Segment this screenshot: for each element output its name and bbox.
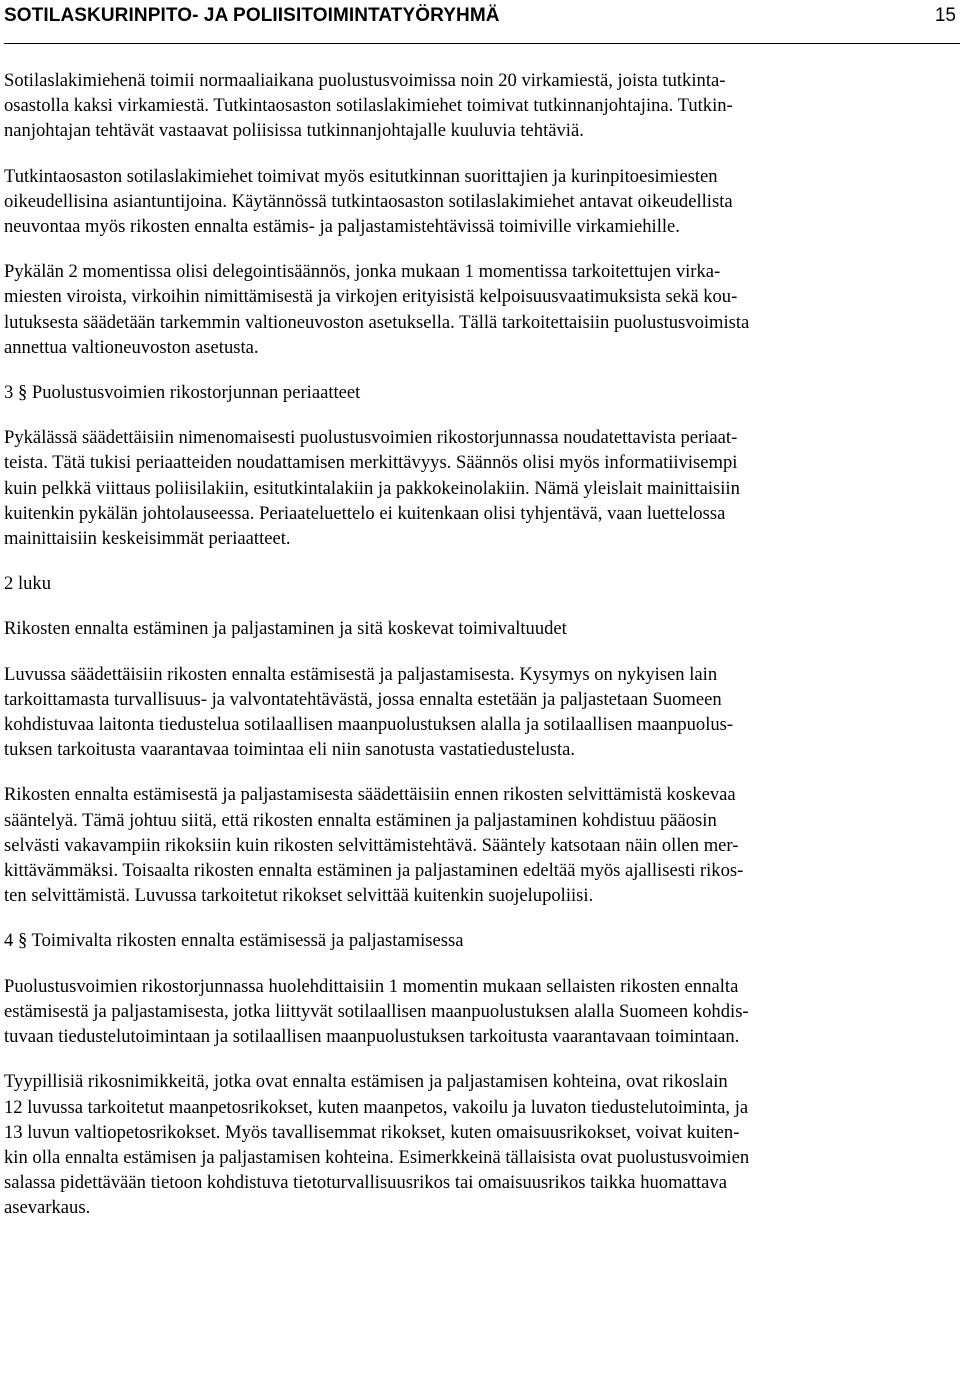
- text-line: Pykälän 2 momentissa olisi delegointisäännös, jonka mukaan 1 momentissa tarkoitettujen virka-: [4, 261, 721, 283]
- paragraph-rikosnimikkeet: [4, 1069, 956, 1220]
- paragraph-asiantuntijat: [4, 164, 956, 240]
- chapter-heading: [4, 571, 956, 596]
- text-line: Puolustusvoimien rikostorjunnassa huolehdittaisiin 1 momentin mukaan sellaisten rikosten ennalta: [4, 975, 739, 997]
- paragraph-gap: [4, 239, 956, 259]
- document-body: [4, 68, 956, 1221]
- text-line: nanjohtajan tehtävät vastaavat poliisissa tutkinnanjohtajalle kuuluvia tehtäviä.: [4, 120, 584, 142]
- text-line: kohdistuvaa laitonta tiedustelua sotilaallisen maanpuolustuksen alalla ja sotilaallisen maanpuolus-: [4, 714, 734, 736]
- paragraph-jarjestys: [4, 782, 956, 908]
- text-line: Sotilaslakimiehenä toimii normaaliaikana puolustusvoimissa noin 20 virkamiestä, joista tutkinta-: [4, 70, 726, 91]
- text-line: oikeudellisina asiantuntijoina. Käytännössä tutkintaosaston sotilaslakimiehet antavat oikeudellista: [4, 190, 733, 212]
- text-line: 13 luvun valtiopetosrikokset. Myös tavallisemmat rikokset, kuten omaisuusrikokset, voivat kuiten-: [4, 1121, 740, 1143]
- text-line: estämisestä ja paljastamisesta, jotka liittyvät sotilaallisen maanpuolustuksen alalla Suomeen kohdis-: [4, 1000, 749, 1022]
- paragraph-delegointi: [4, 259, 956, 360]
- running-header-title: SOTILASKURINPITO- JA POLIISITOIMINTATYÖRYHMÄ: [4, 5, 500, 26]
- text-line: annettua valtioneuvoston asetusta.: [4, 336, 259, 358]
- text-line: Rikosten ennalta estämisestä ja paljastamisesta säädettäisiin ennen rikosten selvittämistä koskevaa: [4, 784, 736, 806]
- text-line: salassa pidettävään tietoon kohdistuva tietoturvallisuusrikos tai omaisuusrikos taikka huomattava: [4, 1172, 727, 1194]
- paragraph-gap: [4, 762, 956, 782]
- text-line: 12 luvussa tarkoitetut maanpetosrikokset, kuten maanpetos, vakoilu ja luvaton tiedustelutoiminta, ja: [4, 1096, 749, 1118]
- section-heading-4: [4, 928, 956, 953]
- text-line: tuksen tarkoitusta vaarantavaa toimintaa eli niin sanotusta vastatiedustelusta.: [4, 739, 576, 761]
- page-number: 15: [934, 5, 956, 26]
- text-line: miesten viroista, virkoihin nimittämisestä ja virkojen erityisistä kelpoisuusvaatimuksista sekä kou-: [4, 286, 738, 308]
- paragraph-gap: [4, 405, 956, 425]
- text-line: lutuksesta säädetään tarkemmin valtioneuvoston asetuksella. Tällä tarkoitettaisiin puolustusvoimista: [4, 311, 750, 333]
- text-line: kuin pelkkä viittaus poliisilakiin, esitutkintalakiin ja pakkokeinolakiin. Nämä yleislait mainittaisiin: [4, 477, 740, 499]
- text-line: kin olla ennalta estämisen ja paljastamisen kohteina. Esimerkkeinä tällaisista ovat puolustusvoimien: [4, 1146, 750, 1168]
- text-line: kuitenkin pykälän johtolauseessa. Periaateluettelo ei kuitenkaan olisi tyhjentävä, vaan luettelossa: [4, 502, 726, 524]
- text-line: Luvussa säädettäisiin rikosten ennalta estämisestä ja paljastamisesta. Kysymys on nykyisen lain: [4, 663, 718, 685]
- text-line: asevarkaus.: [4, 1197, 91, 1219]
- paragraph-sotilaslakimiehet: [4, 68, 956, 144]
- section-heading-3: [4, 380, 956, 405]
- text-line: Tutkintaosaston sotilaslakimiehet toimivat myös esitutkinnan suorittajien ja kurinpitoesimiesten: [4, 165, 718, 187]
- text-line: teista. Tätä tukisi periaatteiden noudattamisen merkittävyys. Säännös olisi myös informatiivisempi: [4, 452, 738, 474]
- text-line: tarkoittamasta turvallisuus- ja valvontatehtävästä, jossa ennalta estetään ja paljastetaan Suomeen: [4, 688, 722, 710]
- text-line: ten selvittämistä. Luvussa tarkoitetut rikokset selvittää kuitenkin suojelupoliisi.: [4, 885, 594, 907]
- text-line: selvästi vakavampiin rikoksiin kuin rikosten selvittämistehtävä. Sääntely katsotaan näin ollen mer-: [4, 834, 739, 856]
- paragraph-gap: [4, 551, 956, 571]
- paragraph-toimivalta: [4, 974, 956, 1050]
- heading-line: 4 § Toimivalta rikosten ennalta estämisessä ja paljastamisessa: [4, 930, 464, 952]
- header-rule: [4, 43, 960, 44]
- text-line: neuvontaa myös rikosten ennalta estämis- ja paljastamistehtävissä toimiville virkamiehille.: [4, 216, 680, 238]
- paragraph-gap: [4, 360, 956, 380]
- paragraph-luku-sisalto: [4, 662, 956, 763]
- heading-line: Rikosten ennalta estäminen ja paljastaminen ja sitä koskevat toimivaltuudet: [4, 618, 567, 640]
- heading-line: 3 § Puolustusvoimien rikostorjunnan periaatteet: [4, 382, 361, 404]
- page-header: [4, 4, 956, 32]
- text-line: kittävämmäksi. Toisaalta rikosten ennalta estäminen ja paljastaminen edeltää myös ajallisesti rikos-: [4, 860, 744, 882]
- text-line: osastolla kaksi virkamiestä. Tutkintaosaston sotilaslakimiehet toimivat tutkinnanjohtajina. Tutkin-: [4, 95, 733, 117]
- paragraph-gap: [4, 144, 956, 164]
- text-line: mainittaisiin keskeisimmät periaatteet.: [4, 528, 291, 550]
- paragraph-gap: [4, 1049, 956, 1069]
- heading-line: 2 luku: [4, 573, 52, 595]
- chapter-title: [4, 616, 956, 641]
- text-line: Tyypillisiä rikosnimikkeitä, jotka ovat ennalta estämisen ja paljastamisen kohteina, ovat rikoslain: [4, 1071, 728, 1093]
- paragraph-periaatteet: [4, 425, 956, 551]
- paragraph-gap: [4, 642, 956, 662]
- paragraph-gap: [4, 908, 956, 928]
- paragraph-gap: [4, 954, 956, 974]
- text-line: Pykälässä säädettäisiin nimenomaisesti puolustusvoimien rikostorjunnassa noudatettavista periaat-: [4, 427, 738, 449]
- text-line: sääntelyä. Tämä johtuu siitä, että rikosten ennalta estäminen ja paljastaminen kohdistuu pääosin: [4, 809, 717, 831]
- paragraph-gap: [4, 596, 956, 616]
- text-line: tuvaan tiedustelutoimintaan ja sotilaallisen maanpuolustuksen tarkoitusta vaarantavaan toimintaan.: [4, 1026, 740, 1048]
